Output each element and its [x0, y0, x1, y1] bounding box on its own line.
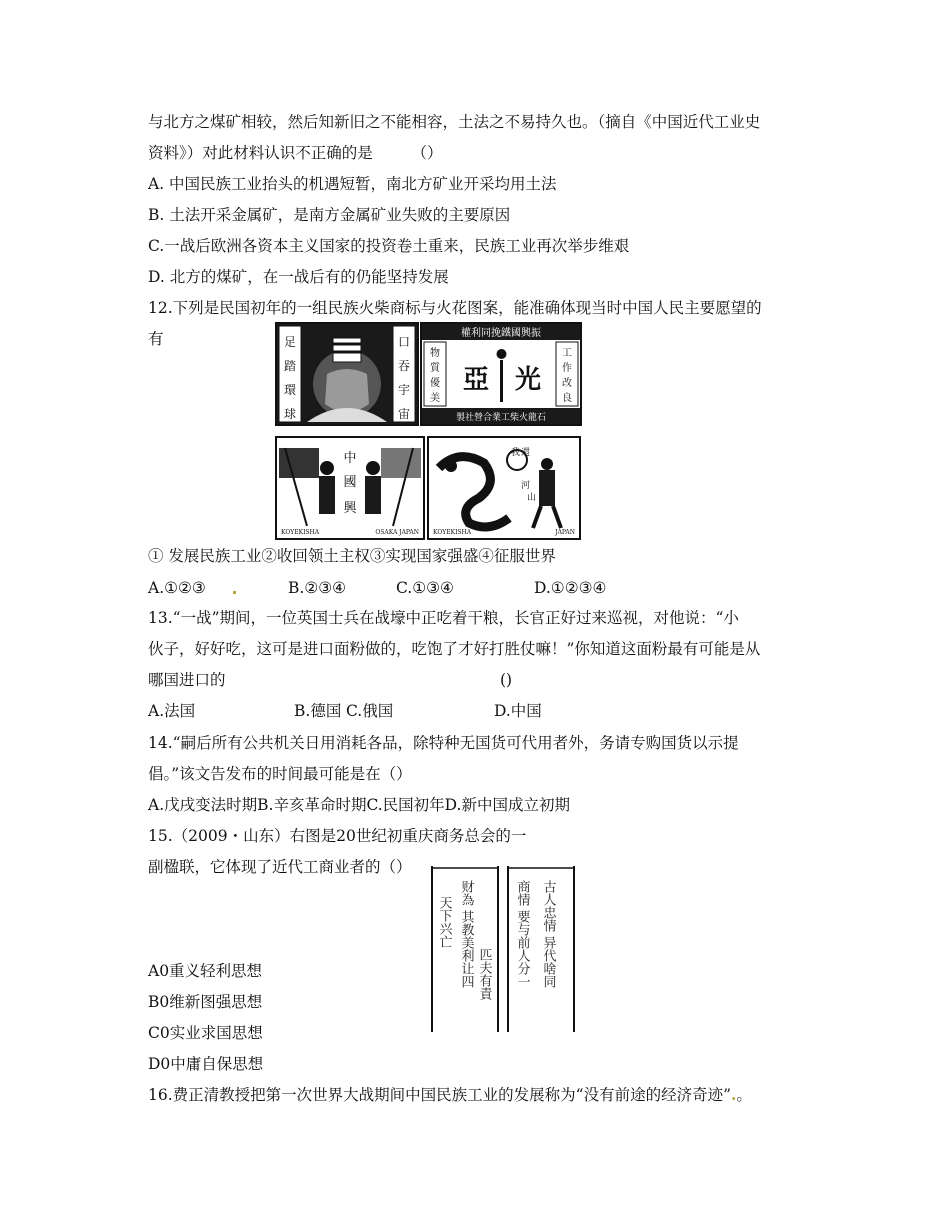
couplet-col-5: 古人忠情 异代啥同: [540, 880, 556, 989]
question-13-options: [148, 701, 848, 721]
label3-char-1: 中: [343, 451, 357, 466]
yellow-dot: .: [731, 1085, 737, 1104]
question-12-stem: 12.下列是民国初年的一组民族火柴商标与火花图案，能准确体现当时中国人民主要愿望的: [148, 299, 762, 317]
stray-dot: [233, 591, 236, 594]
label1-left-char-3: 環: [283, 383, 297, 397]
label1-right-char-1: 口: [397, 335, 411, 349]
question-12-stem-cont: 有: [148, 330, 164, 348]
couplet-col-2: 财為 其教美利让四: [458, 880, 474, 989]
label2-right-char-1: 工: [562, 348, 572, 359]
label2-left-char-1: 物: [430, 348, 440, 359]
label2-top-text: 權利同挽鐵國興振: [461, 328, 541, 339]
couplet-image-art: [430, 866, 576, 1032]
question-15-option-d: D0中庸自保思想: [148, 1055, 264, 1073]
couplet-col-1: 天下兴亡: [436, 896, 452, 948]
q13-option-a: A.法国: [148, 702, 196, 720]
question-14-line-2: 倡。”该文告发布的时间最可能是在（）: [148, 765, 412, 783]
question-15-option-c: C0实业求国思想: [148, 1024, 263, 1042]
option-d: D. 北方的煤矿，在一战后有的仍能坚持发展: [148, 268, 449, 286]
label2-center-right: 光: [514, 365, 542, 395]
question-13-line-2: 伙子，好好吃，这可是进口面粉做的，吃饱了才好打胜仗嘛！”你知道这面粉最有可能是从: [148, 640, 761, 658]
match-label-yaguang-art: [422, 324, 580, 424]
match-label-dragon: [427, 436, 581, 540]
q13-option-b: B.德国: [294, 702, 342, 720]
label2-right-char-4: 良: [562, 393, 572, 404]
label4-brand-left: KOYEKISHA: [433, 529, 472, 536]
question-15-option-a: A0重义轻利思想: [148, 962, 263, 980]
label1-right-char-3: 宇: [397, 383, 411, 397]
question-16-text: 16.费正清教授把第一次世界大战期间中国民族工业的发展称为“没有前途的经济奇迹”: [148, 1086, 732, 1104]
match-label-zhongguoxing: [275, 436, 425, 540]
option-c: C.一战后欧洲各资本主义国家的投资卷土重来，民族工业再次举步维艰: [148, 237, 630, 255]
question-12-options: [148, 578, 848, 598]
match-label-yaguang: [420, 322, 582, 426]
q12-option-c: C.①③④: [396, 579, 454, 597]
couplet-image: [430, 866, 576, 1032]
question-14-line-1: 14.“嗣后所有公共机关日用消耗各品，除特种无国货可代用者外，务请专购国货以示提: [148, 734, 739, 752]
line-2: 资料》）对此材料认识不正确的是 （）: [148, 144, 443, 162]
label2-left-char-3: 優: [430, 378, 440, 389]
q12-option-b: B.②③④: [288, 579, 347, 597]
line-1: 与北方之煤矿相较，然后知新旧之不能相容，土法之不易持久也。（摘自《中国近代工业史: [148, 113, 761, 131]
label1-left-char-1: 足: [283, 335, 297, 349]
question-13-line-3: 哪国进口的: [148, 671, 226, 689]
label3-brand-right: OSAKA JAPAN: [375, 529, 419, 536]
label3-brand-left: KOYEKISHA: [281, 529, 320, 536]
question-13-bracket: (): [500, 671, 513, 689]
option-a: A. 中国民族工业抬头的机遇短暂，南北方矿业开采均用土法: [148, 175, 557, 193]
label4-top-char-2: 還: [521, 448, 531, 458]
label3-char-2: 國: [343, 475, 357, 490]
label2-right-char-3: 改: [562, 378, 572, 389]
q13-option-d: D.中国: [494, 702, 542, 720]
label2-left-char-2: 質: [430, 363, 440, 374]
question-12-choices: ① 发展民族工业②收回领土主权③实现国家强盛④征服世界: [148, 547, 556, 565]
label1-left-char-4: 球: [283, 407, 297, 421]
question-13-line-1: 13.“一战”期间，一位英国士兵在战壕中正吃着干粮，长官正好过来巡视，对他说：“小: [148, 609, 739, 627]
label4-top-char-1: 我: [511, 448, 521, 458]
label3-char-3: 興: [343, 501, 357, 516]
label1-right-char-4: 宙: [397, 407, 411, 421]
couplet-col-4: 商情 要与前人分一: [514, 880, 530, 989]
q12-option-d: D.①②③④: [534, 579, 607, 597]
match-label-zhongguoxing-art: [277, 438, 423, 538]
match-label-dragon-art: [429, 438, 579, 538]
label2-bottom-text: 製社營合業工柴火龍石: [455, 413, 547, 423]
label2-right-char-2: 作: [562, 363, 572, 374]
label1-left-char-2: 踏: [283, 359, 297, 373]
label2-center-left: 亞: [462, 365, 490, 395]
label4-brand-right: JAPAN: [555, 529, 575, 536]
label4-right-char-2: 山: [527, 493, 537, 503]
match-label-globe-art: [277, 324, 417, 424]
match-label-globe: [275, 322, 419, 426]
question-15-line-2: 副楹联，它体现了近代工商业者的（）: [148, 858, 412, 876]
question-14-options: A.戊戌变法时期B.辛亥革命时期C.民国初年D.新中国成立初期: [148, 796, 570, 814]
label2-left-char-4: 美: [430, 393, 440, 404]
option-b: B. 土法开采金属矿，是南方金属矿业失败的主要原因: [148, 206, 511, 224]
label1-right-char-2: 吞: [397, 359, 411, 373]
question-16-line-1: [148, 1085, 752, 1105]
question-15-line-1: 15.（2009・山东）右图是20世纪初重庆商务总会的一: [148, 827, 527, 845]
question-15-option-b: B0维新图强思想: [148, 993, 263, 1011]
q13-option-c: C.俄国: [346, 702, 394, 720]
couplet-col-3: 匹夫有責: [476, 948, 492, 1000]
label4-right-char-1: 河: [521, 481, 531, 491]
q12-option-a: A.①②③: [148, 579, 206, 597]
question-16-end: 。: [736, 1086, 752, 1104]
